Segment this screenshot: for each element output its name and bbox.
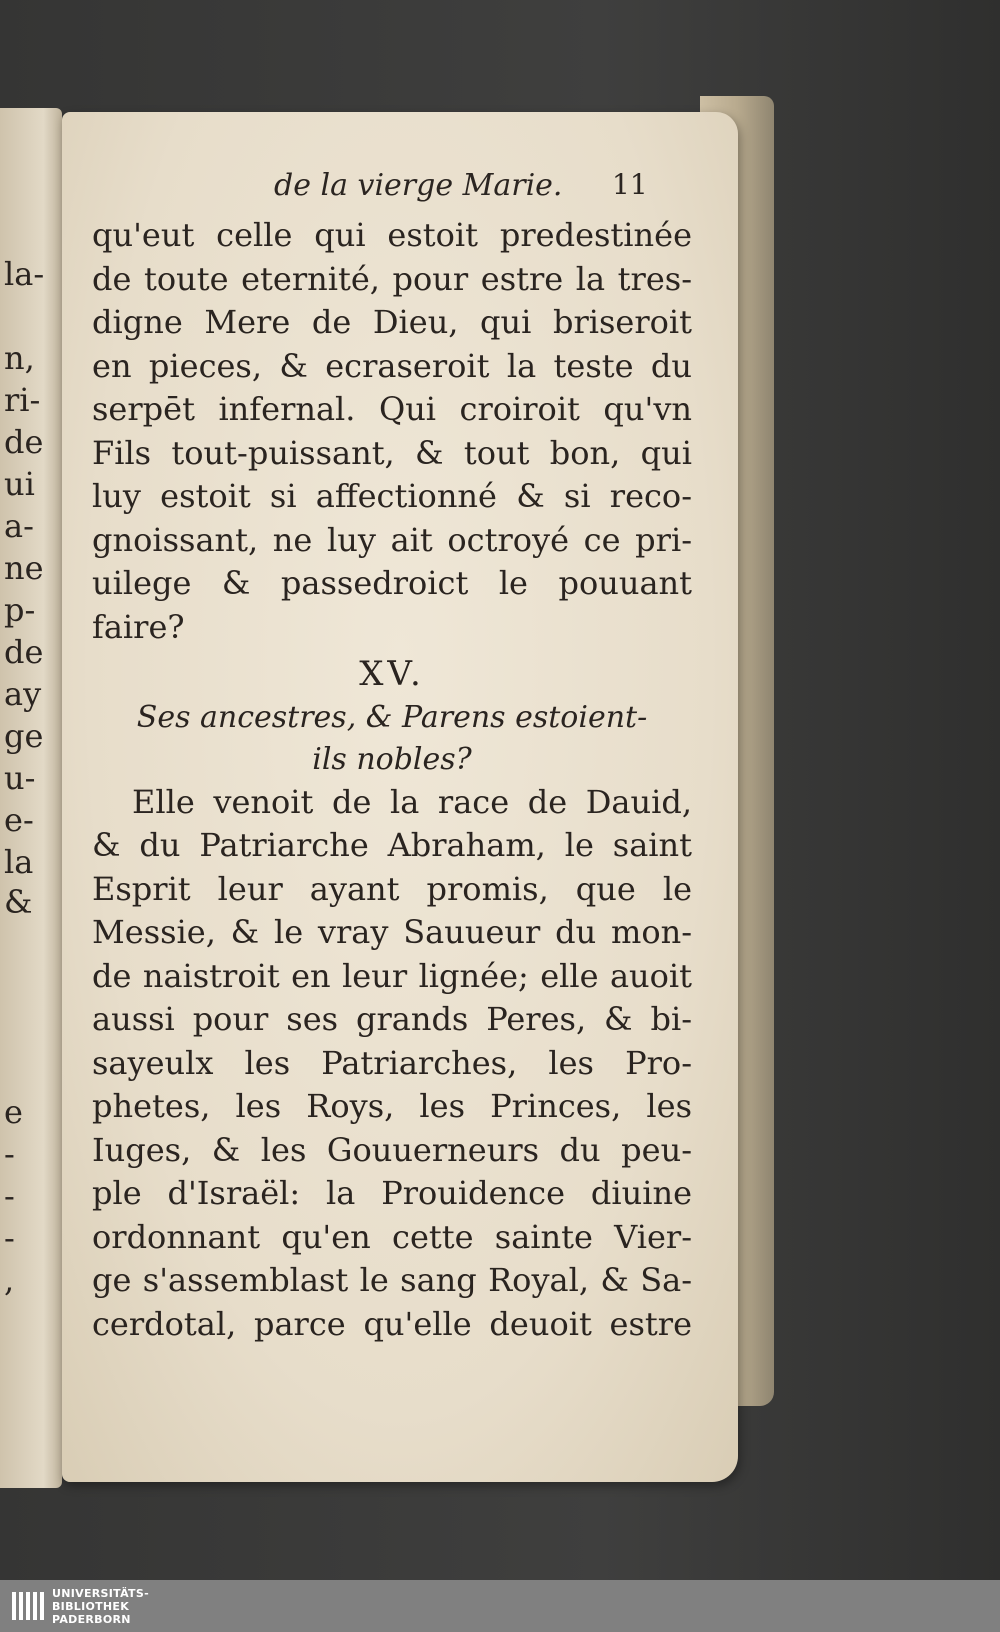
section-number: XV. xyxy=(359,654,425,694)
running-head: de la vierge Marie. xyxy=(274,168,563,203)
library-footer-bar xyxy=(0,1580,1000,1632)
text-line: Fils tout-puissant, & tout bon, qui xyxy=(92,433,692,472)
page-text xyxy=(92,214,692,1346)
book-page xyxy=(62,112,738,1482)
library-logo-text xyxy=(52,1587,149,1626)
left-page-fragment: de xyxy=(4,423,44,461)
text-line: en pieces, & ecraseroit la teste du xyxy=(92,346,692,385)
paragraph-1 xyxy=(92,214,692,649)
left-page-fragment: - xyxy=(4,1177,15,1215)
left-page-fragment: & xyxy=(4,883,33,921)
text-line: de toute eternité, pour estre la tres- xyxy=(92,259,692,298)
left-page-fragment: p- xyxy=(4,591,36,629)
left-page-fragment: ay xyxy=(4,675,42,713)
left-page-fragment: la xyxy=(4,843,34,881)
left-page-fragment: e- xyxy=(4,801,34,839)
left-page-fragment: e xyxy=(4,1093,23,1131)
left-page-fragment: ne xyxy=(4,549,44,587)
text-line: digne Mere de Dieu, qui briseroit xyxy=(92,303,692,341)
text-line: sayeulx les Patriarches, les Pro- xyxy=(92,1043,692,1082)
paragraph-2 xyxy=(92,781,692,1347)
text-line: serpēt infernal. Qui croiroit qu'vn xyxy=(92,390,692,428)
text-line: cerdotal, parce qu'elle deuoit estre xyxy=(92,1304,692,1343)
left-page-fragment: ri- xyxy=(4,381,41,419)
left-page-fragment: ge xyxy=(4,717,44,755)
left-page-fragment: ui xyxy=(4,465,35,503)
text-line: phetes, les Roys, les Princes, les xyxy=(92,1087,692,1125)
logo-line: PADERBORN xyxy=(52,1613,131,1626)
left-page-fragment: - xyxy=(4,1219,15,1257)
left-page-fragment: u- xyxy=(4,759,36,797)
text-line: Esprit leur ayant promis, que le xyxy=(92,869,692,908)
left-page-fragment: , xyxy=(4,1261,15,1299)
left-page-fragment: a- xyxy=(4,507,34,545)
left-page-fragment: - xyxy=(4,1135,15,1173)
text-line: Elle venoit de la race de Dauid, xyxy=(132,782,692,821)
section-title xyxy=(92,697,692,781)
text-line: luy estoit si affectionné & si reco- xyxy=(92,477,692,515)
text-line: & du Patriarche Abraham, le saint xyxy=(92,826,692,864)
text-line: Iuges, & les Gouuerneurs du peu- xyxy=(92,1130,692,1169)
text-line: qu'eut celle qui estoit predestinée xyxy=(92,216,692,254)
logo-line: BIBLIOTHEK xyxy=(52,1600,130,1613)
text-line: aussi pour ses grands Peres, & bi- xyxy=(92,1000,692,1038)
page-number: 11 xyxy=(612,168,648,201)
logo-line: UNIVERSITÄTS- xyxy=(52,1587,149,1600)
text-line: faire? xyxy=(92,607,185,646)
university-library-logo-icon xyxy=(10,1588,46,1624)
page-header xyxy=(212,168,712,208)
text-line: ple d'Israël: la Prouidence diuine xyxy=(92,1174,692,1212)
text-line: Messie, & le vray Sauueur du mon- xyxy=(92,913,692,951)
left-page-fragment: de xyxy=(4,633,44,671)
text-line: gnoissant, ne luy ait octroyé ce pri- xyxy=(92,520,692,559)
left-page-edge xyxy=(0,108,62,1488)
text-line: ordonnant qu'en cette sainte Vier- xyxy=(92,1217,692,1256)
text-line: ge s'assemblast le sang Royal, & Sa- xyxy=(92,1261,692,1299)
text-line: uilege & passedroict le pouuant xyxy=(92,564,692,602)
left-page-fragment: la- xyxy=(4,255,45,293)
text-line: de naistroit en leur lignée; elle auoit xyxy=(92,956,692,995)
left-page-fragment: n, xyxy=(4,339,35,377)
section-title-line: Ses ancestres, & Parens estoient- xyxy=(136,699,648,735)
section-title-line: ils nobles? xyxy=(312,741,472,777)
